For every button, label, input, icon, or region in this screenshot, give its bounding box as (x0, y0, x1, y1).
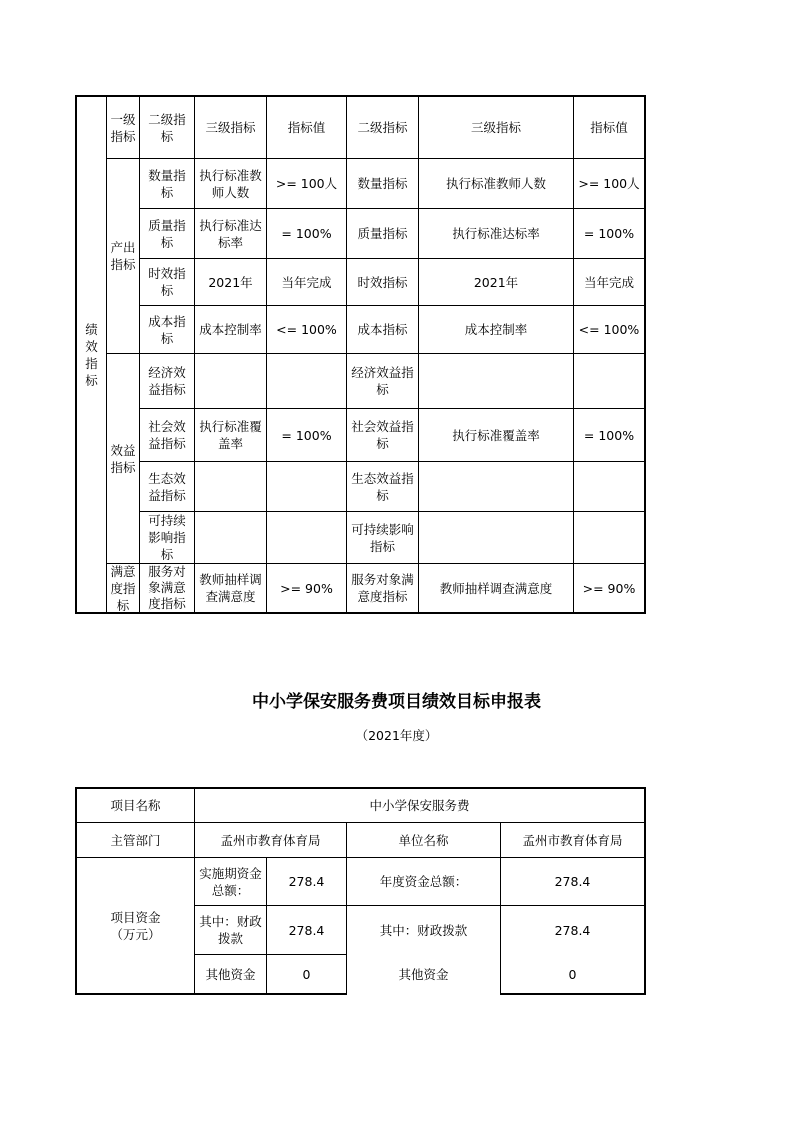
row-l2a: 服务对象满意度指标 (148, 564, 186, 611)
header-value-a: 指标值 (287, 120, 326, 135)
row-vb: 当年完成 (583, 274, 634, 290)
row-l2a: 质量指标 (148, 217, 186, 250)
row-vb: >= 90% (582, 580, 636, 596)
row-l3a: 教师抽样调查满意度 (199, 572, 262, 604)
funds-label-b: 其中：财政拨款 (379, 922, 468, 938)
row-l3a (195, 512, 266, 563)
project-name-value: 中小学保安服务费 (369, 798, 470, 813)
group-output-text: 产出指标 (110, 240, 136, 272)
row-l2b: 社会效益指标 (351, 419, 414, 451)
row-l3b: 成本控制率 (464, 322, 528, 337)
row-l3b (419, 512, 573, 563)
row-l2b: 成本指标 (357, 322, 408, 337)
dept-value: 孟州市教育体育局 (220, 832, 321, 848)
row-l3a: 执行标准达标率 (199, 217, 262, 250)
row-va: = 100% (281, 427, 332, 443)
row-vb (574, 354, 644, 408)
funds-label-a: 其中：财政拨款 (199, 914, 262, 946)
row-l2a: 时效指标 (148, 266, 186, 298)
row-vb (574, 512, 644, 563)
row-vb: >= 100人 (578, 176, 640, 191)
row-l2a: 社会效益指标 (148, 419, 186, 451)
row-l3b: 执行标准达标率 (452, 226, 540, 241)
group-benefit (107, 354, 139, 563)
row-l2b: 服务对象满意度指标 (351, 572, 414, 604)
dept-label: 主管部门 (110, 832, 161, 848)
document-title: 中小学保安服务费项目绩效目标申报表 (252, 692, 541, 712)
funds-value-a: 278.4 (288, 922, 325, 938)
row-l3a: 成本控制率 (199, 322, 262, 337)
row-va (267, 512, 346, 563)
funds-value-a: 278.4 (288, 874, 325, 889)
row-l2b: 生态效益指标 (351, 470, 414, 503)
row-va: >= 90% (280, 580, 333, 596)
header-level1 (107, 97, 139, 158)
row-l3a (195, 462, 266, 511)
row-va: >= 100人 (275, 176, 338, 191)
row-vb: = 100% (583, 226, 635, 241)
outer-label-performance (77, 97, 106, 612)
row-l2b: 时效指标 (357, 274, 408, 290)
row-l2b: 质量指标 (357, 226, 408, 241)
row-va (267, 354, 346, 408)
row-l3a: 执行标准覆盖率 (199, 419, 262, 451)
row-l3a: 2021年 (208, 274, 253, 290)
row-l3b (419, 354, 573, 408)
row-l3b: 执行标准教师人数 (445, 176, 546, 191)
row-va: <= 100% (276, 322, 337, 337)
row-va: 当年完成 (281, 274, 332, 290)
header-level3-b: 三级指标 (470, 120, 521, 135)
row-va: = 100% (281, 226, 332, 241)
funds-value-b: 0 (568, 966, 577, 982)
row-l3a (195, 354, 266, 408)
row-l3b: 执行标准覆盖率 (452, 427, 540, 443)
group-satisfaction (107, 564, 139, 612)
header-level1-text: 一级指标 (110, 111, 136, 144)
funds-value-b: 278.4 (554, 874, 591, 889)
unit-value: 孟州市教育体育局 (522, 832, 623, 848)
header-level2-a (140, 97, 194, 158)
row-l3a: 执行标准教师人数 (199, 167, 262, 200)
header-value-b: 指标值 (590, 120, 628, 135)
project-name-label: 项目名称 (110, 798, 161, 813)
funds-label: 项目资金（万元） (110, 909, 161, 942)
header-level2-b: 二级指标 (357, 120, 408, 135)
funds-label-a: 其他资金 (205, 966, 256, 982)
row-l2a: 生态效益指标 (148, 470, 186, 503)
row-l3b (419, 462, 573, 511)
row-va (267, 462, 346, 511)
group-satisfaction-text: 满意度指标 (110, 563, 136, 613)
header-level2-a-text: 二级指标 (148, 111, 186, 144)
header-level3-a: 三级指标 (205, 120, 256, 135)
row-l2b: 可持续影响指标 (351, 521, 414, 554)
row-l2b: 经济效益指标 (351, 365, 414, 397)
row-l2b: 数量指标 (357, 176, 408, 191)
row-l2a: 经济效益指标 (148, 365, 186, 397)
row-vb: <= 100% (578, 322, 640, 337)
funds-label-b: 其他资金 (398, 966, 449, 982)
row-vb: = 100% (583, 427, 635, 443)
unit-label: 单位名称 (398, 832, 449, 848)
row-l3b: 教师抽样调查满意度 (439, 580, 553, 596)
funds-value-a: 0 (302, 966, 311, 982)
row-l2a: 可持续影响指标 (148, 513, 186, 562)
row-l3b: 2021年 (473, 274, 519, 290)
document-subtitle-year: （2021年度） (355, 728, 438, 743)
group-output (107, 159, 139, 353)
row-vb (574, 462, 644, 511)
row-l2a: 数量指标 (148, 167, 186, 200)
row-l2a: 成本指标 (148, 313, 186, 346)
outer-label-text: 绩效指标 (85, 321, 98, 388)
funds-label-b: 年度资金总额： (379, 874, 468, 889)
funds-label-a: 实施期资金总额： (199, 865, 262, 898)
group-benefit-text: 效益指标 (110, 442, 136, 475)
funds-value-b: 278.4 (554, 922, 591, 938)
